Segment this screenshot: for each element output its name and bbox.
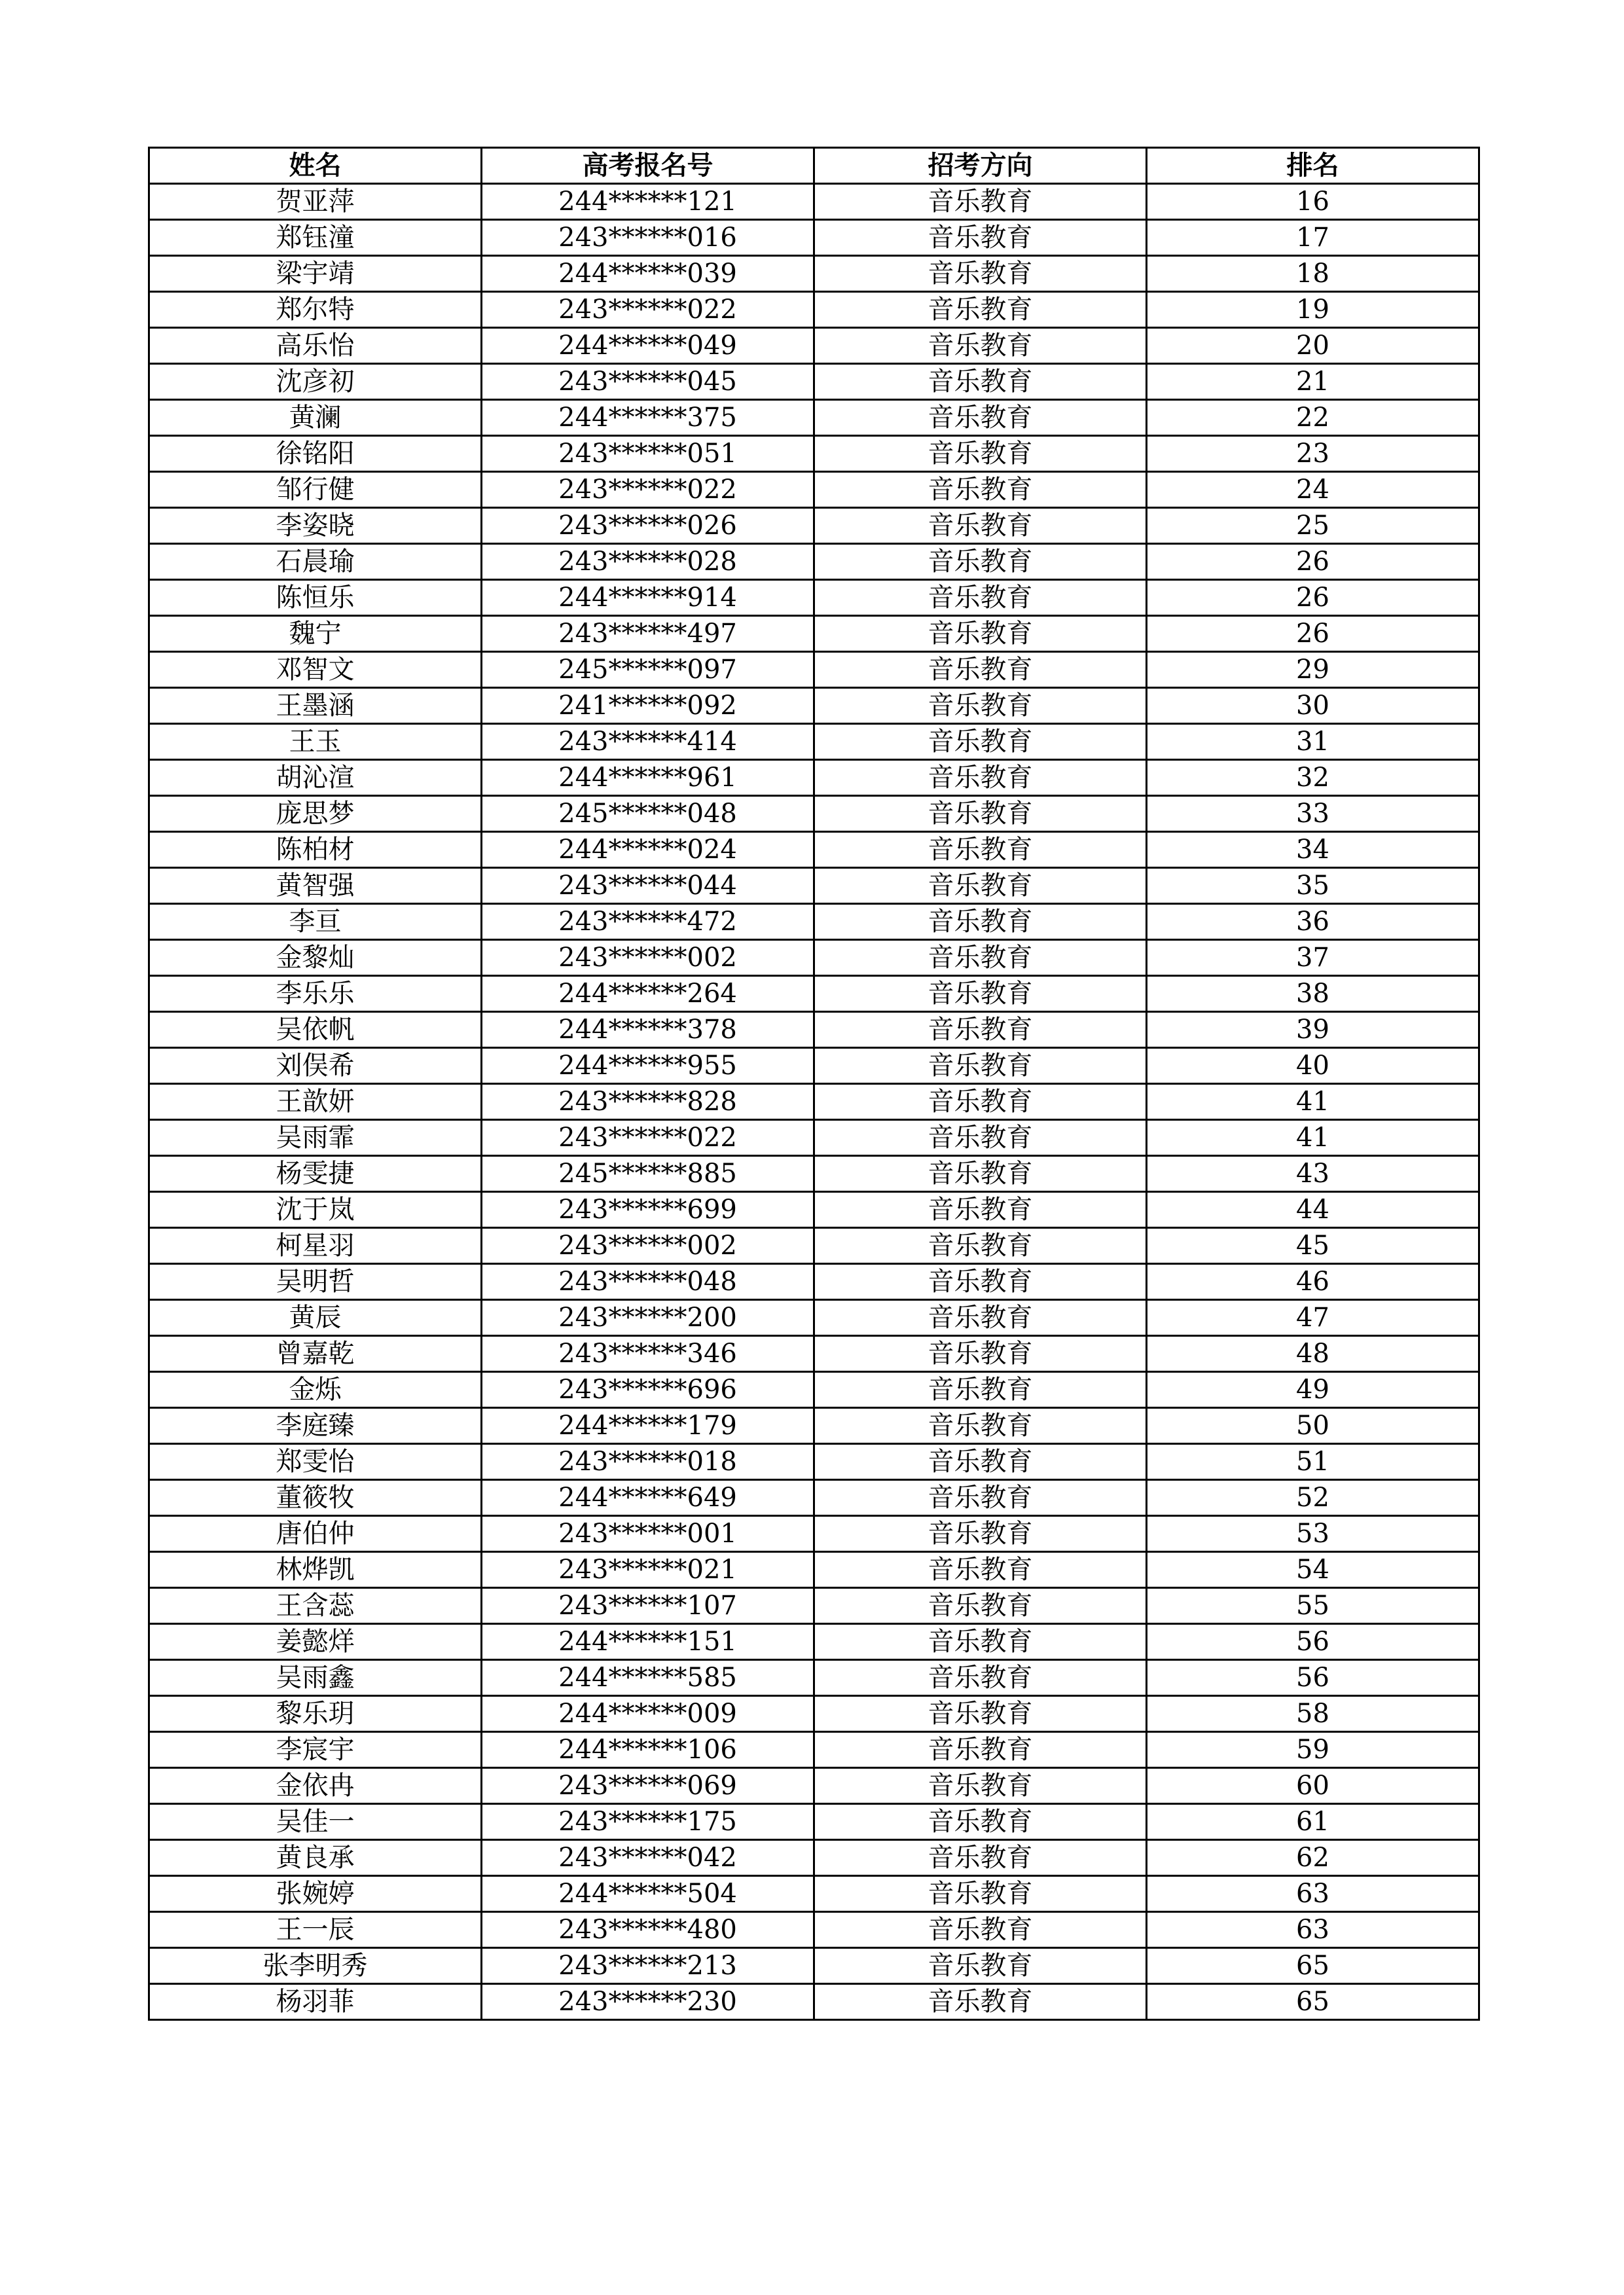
cell-direction: 音乐教育: [814, 400, 1147, 436]
cell-rank: 48: [1147, 1336, 1479, 1372]
cell-name: 黄良承: [149, 1840, 482, 1876]
table-row: [149, 1120, 1479, 1156]
cell-exam-number: 243******001: [482, 1516, 814, 1552]
cell-exam-number: 243******472: [482, 904, 814, 940]
cell-direction: 音乐教育: [814, 1048, 1147, 1084]
table-row: [149, 976, 1479, 1012]
table-row: [149, 400, 1479, 436]
cell-name: 金依冉: [149, 1768, 482, 1804]
cell-rank: 26: [1147, 616, 1479, 652]
cell-name: 沈于岚: [149, 1192, 482, 1228]
ranking-sheet: [148, 147, 1478, 2021]
cell-name: 王歆妍: [149, 1084, 482, 1120]
cell-name: 黎乐玥: [149, 1696, 482, 1732]
cell-direction: 音乐教育: [814, 760, 1147, 796]
table-row: [149, 940, 1479, 976]
cell-rank: 56: [1147, 1624, 1479, 1660]
table-row: [149, 1588, 1479, 1624]
cell-direction: 音乐教育: [814, 868, 1147, 904]
cell-rank: 61: [1147, 1804, 1479, 1840]
cell-exam-number: 244******121: [482, 184, 814, 220]
cell-rank: 55: [1147, 1588, 1479, 1624]
cell-rank: 60: [1147, 1768, 1479, 1804]
cell-exam-number: 244******179: [482, 1408, 814, 1444]
cell-exam-number: 243******699: [482, 1192, 814, 1228]
table-row: [149, 1876, 1479, 1912]
table-row: [149, 256, 1479, 292]
cell-name: 黄澜: [149, 400, 482, 436]
cell-exam-number: 243******480: [482, 1912, 814, 1948]
cell-name: 李宸宇: [149, 1732, 482, 1768]
cell-name: 吴佳一: [149, 1804, 482, 1840]
cell-direction: 音乐教育: [814, 1480, 1147, 1516]
table-row: [149, 184, 1479, 220]
cell-exam-number: 243******828: [482, 1084, 814, 1120]
cell-rank: 16: [1147, 184, 1479, 220]
cell-direction: 音乐教育: [814, 1444, 1147, 1480]
cell-name: 唐伯仲: [149, 1516, 482, 1552]
cell-direction: 音乐教育: [814, 796, 1147, 832]
cell-name: 林烨凯: [149, 1552, 482, 1588]
cell-direction: 音乐教育: [814, 472, 1147, 508]
cell-rank: 45: [1147, 1228, 1479, 1264]
table-row: [149, 796, 1479, 832]
table-row: [149, 1768, 1479, 1804]
cell-direction: 音乐教育: [814, 364, 1147, 400]
cell-direction: 音乐教育: [814, 1516, 1147, 1552]
header-rank: 排名: [1147, 148, 1479, 184]
table-row: [149, 724, 1479, 760]
cell-rank: 53: [1147, 1516, 1479, 1552]
cell-name: 郑雯怡: [149, 1444, 482, 1480]
cell-name: 曾嘉乾: [149, 1336, 482, 1372]
cell-rank: 22: [1147, 400, 1479, 436]
cell-direction: 音乐教育: [814, 1552, 1147, 1588]
cell-name: 李庭臻: [149, 1408, 482, 1444]
cell-rank: 44: [1147, 1192, 1479, 1228]
cell-rank: 41: [1147, 1084, 1479, 1120]
cell-exam-number: 243******045: [482, 364, 814, 400]
table-row: [149, 220, 1479, 256]
table-row: [149, 472, 1479, 508]
table-row: [149, 688, 1479, 724]
table-row: [149, 1624, 1479, 1660]
cell-rank: 20: [1147, 328, 1479, 364]
cell-rank: 65: [1147, 1948, 1479, 1984]
cell-direction: 音乐教育: [814, 1588, 1147, 1624]
cell-direction: 音乐教育: [814, 904, 1147, 940]
cell-name: 王墨涵: [149, 688, 482, 724]
cell-rank: 58: [1147, 1696, 1479, 1732]
table-row: [149, 1192, 1479, 1228]
cell-name: 郑尔特: [149, 292, 482, 328]
cell-exam-number: 244******049: [482, 328, 814, 364]
cell-exam-number: 243******016: [482, 220, 814, 256]
cell-exam-number: 243******026: [482, 508, 814, 544]
cell-rank: 62: [1147, 1840, 1479, 1876]
cell-rank: 35: [1147, 868, 1479, 904]
header-name: 姓名: [149, 148, 482, 184]
cell-exam-number: 244******264: [482, 976, 814, 1012]
table-row: [149, 616, 1479, 652]
table-row: [149, 1444, 1479, 1480]
cell-exam-number: 243******051: [482, 436, 814, 472]
cell-direction: 音乐教育: [814, 1300, 1147, 1336]
cell-rank: 25: [1147, 508, 1479, 544]
cell-direction: 音乐教育: [814, 1372, 1147, 1408]
cell-exam-number: 244******009: [482, 1696, 814, 1732]
table-row: [149, 1408, 1479, 1444]
cell-rank: 30: [1147, 688, 1479, 724]
cell-direction: 音乐教育: [814, 832, 1147, 868]
table-row: [149, 904, 1479, 940]
cell-direction: 音乐教育: [814, 292, 1147, 328]
table-row: [149, 1264, 1479, 1300]
cell-direction: 音乐教育: [814, 940, 1147, 976]
cell-name: 金黎灿: [149, 940, 482, 976]
table-row: [149, 364, 1479, 400]
cell-direction: 音乐教育: [814, 436, 1147, 472]
cell-rank: 31: [1147, 724, 1479, 760]
cell-exam-number: 244******375: [482, 400, 814, 436]
cell-exam-number: 244******955: [482, 1048, 814, 1084]
cell-name: 黄智强: [149, 868, 482, 904]
table-row: [149, 1372, 1479, 1408]
cell-exam-number: 243******028: [482, 544, 814, 580]
cell-direction: 音乐教育: [814, 976, 1147, 1012]
table-row: [149, 580, 1479, 616]
cell-direction: 音乐教育: [814, 1624, 1147, 1660]
cell-exam-number: 243******696: [482, 1372, 814, 1408]
header-direction: 招考方向: [814, 148, 1147, 184]
table-row: [149, 1300, 1479, 1336]
cell-rank: 39: [1147, 1012, 1479, 1048]
cell-rank: 26: [1147, 580, 1479, 616]
header-row: [149, 148, 1479, 184]
cell-rank: 59: [1147, 1732, 1479, 1768]
cell-name: 杨雯捷: [149, 1156, 482, 1192]
cell-name: 徐铭阳: [149, 436, 482, 472]
cell-direction: 音乐教育: [814, 1408, 1147, 1444]
cell-name: 石晨瑜: [149, 544, 482, 580]
cell-exam-number: 244******914: [482, 580, 814, 616]
cell-name: 刘俣希: [149, 1048, 482, 1084]
cell-direction: 音乐教育: [814, 508, 1147, 544]
cell-exam-number: 243******018: [482, 1444, 814, 1480]
header-exam-number: 高考报名号: [482, 148, 814, 184]
cell-name: 黄辰: [149, 1300, 482, 1336]
cell-exam-number: 243******069: [482, 1768, 814, 1804]
cell-rank: 33: [1147, 796, 1479, 832]
cell-rank: 18: [1147, 256, 1479, 292]
cell-direction: 音乐教育: [814, 1804, 1147, 1840]
table-body: [149, 184, 1479, 2020]
cell-exam-number: 244******649: [482, 1480, 814, 1516]
cell-exam-number: 243******021: [482, 1552, 814, 1588]
cell-direction: 音乐教育: [814, 1768, 1147, 1804]
cell-direction: 音乐教育: [814, 1948, 1147, 1984]
cell-direction: 音乐教育: [814, 652, 1147, 688]
cell-exam-number: 243******230: [482, 1984, 814, 2020]
cell-rank: 43: [1147, 1156, 1479, 1192]
cell-direction: 音乐教育: [814, 1264, 1147, 1300]
cell-direction: 音乐教育: [814, 1876, 1147, 1912]
table-row: [149, 1804, 1479, 1840]
cell-name: 陈恒乐: [149, 580, 482, 616]
cell-rank: 40: [1147, 1048, 1479, 1084]
table-row: [149, 544, 1479, 580]
table-row: [149, 1516, 1479, 1552]
cell-rank: 37: [1147, 940, 1479, 976]
cell-direction: 音乐教育: [814, 580, 1147, 616]
cell-rank: 51: [1147, 1444, 1479, 1480]
cell-direction: 音乐教育: [814, 544, 1147, 580]
cell-exam-number: 245******097: [482, 652, 814, 688]
cell-rank: 32: [1147, 760, 1479, 796]
cell-rank: 65: [1147, 1984, 1479, 2020]
cell-direction: 音乐教育: [814, 1912, 1147, 1948]
cell-direction: 音乐教育: [814, 1732, 1147, 1768]
cell-rank: 17: [1147, 220, 1479, 256]
table-row: [149, 1552, 1479, 1588]
cell-name: 吴依帆: [149, 1012, 482, 1048]
cell-rank: 38: [1147, 976, 1479, 1012]
table-row: [149, 832, 1479, 868]
cell-direction: 音乐教育: [814, 1192, 1147, 1228]
cell-name: 魏宁: [149, 616, 482, 652]
cell-exam-number: 243******414: [482, 724, 814, 760]
cell-exam-number: 243******002: [482, 940, 814, 976]
cell-exam-number: 244******024: [482, 832, 814, 868]
cell-direction: 音乐教育: [814, 1120, 1147, 1156]
table-row: [149, 1156, 1479, 1192]
table-row: [149, 508, 1479, 544]
table-row: [149, 328, 1479, 364]
table-row: [149, 1660, 1479, 1696]
table-row: [149, 1012, 1479, 1048]
table-row: [149, 760, 1479, 796]
table-row: [149, 1840, 1479, 1876]
cell-exam-number: 244******106: [482, 1732, 814, 1768]
cell-direction: 音乐教育: [814, 1228, 1147, 1264]
cell-rank: 36: [1147, 904, 1479, 940]
cell-direction: 音乐教育: [814, 724, 1147, 760]
table-row: [149, 1336, 1479, 1372]
cell-direction: 音乐教育: [814, 328, 1147, 364]
cell-rank: 49: [1147, 1372, 1479, 1408]
cell-rank: 24: [1147, 472, 1479, 508]
table-row: [149, 1480, 1479, 1516]
cell-exam-number: 244******378: [482, 1012, 814, 1048]
table-row: [149, 652, 1479, 688]
cell-exam-number: 243******002: [482, 1228, 814, 1264]
table-row: [149, 1048, 1479, 1084]
cell-direction: 音乐教育: [814, 616, 1147, 652]
cell-name: 董筱牧: [149, 1480, 482, 1516]
cell-name: 李乐乐: [149, 976, 482, 1012]
cell-exam-number: 244******151: [482, 1624, 814, 1660]
cell-name: 杨羽菲: [149, 1984, 482, 2020]
cell-exam-number: 243******044: [482, 868, 814, 904]
cell-rank: 34: [1147, 832, 1479, 868]
cell-rank: 41: [1147, 1120, 1479, 1156]
cell-name: 吴雨霏: [149, 1120, 482, 1156]
table-row: [149, 1984, 1479, 2020]
cell-rank: 29: [1147, 652, 1479, 688]
cell-exam-number: 243******213: [482, 1948, 814, 1984]
cell-rank: 19: [1147, 292, 1479, 328]
cell-exam-number: 245******885: [482, 1156, 814, 1192]
cell-exam-number: 243******022: [482, 472, 814, 508]
table-row: [149, 292, 1479, 328]
table-row: [149, 1228, 1479, 1264]
cell-rank: 63: [1147, 1876, 1479, 1912]
cell-name: 吴雨鑫: [149, 1660, 482, 1696]
cell-exam-number: 244******961: [482, 760, 814, 796]
cell-rank: 26: [1147, 544, 1479, 580]
cell-rank: 52: [1147, 1480, 1479, 1516]
table-row: [149, 1948, 1479, 1984]
cell-direction: 音乐教育: [814, 1984, 1147, 2020]
cell-name: 王含蕊: [149, 1588, 482, 1624]
cell-name: 王一辰: [149, 1912, 482, 1948]
cell-direction: 音乐教育: [814, 1156, 1147, 1192]
cell-exam-number: 243******175: [482, 1804, 814, 1840]
cell-rank: 50: [1147, 1408, 1479, 1444]
cell-exam-number: 243******346: [482, 1336, 814, 1372]
cell-exam-number: 244******504: [482, 1876, 814, 1912]
cell-name: 姜懿烊: [149, 1624, 482, 1660]
table-row: [149, 436, 1479, 472]
cell-exam-number: 245******048: [482, 796, 814, 832]
cell-name: 邹行健: [149, 472, 482, 508]
cell-exam-number: 243******200: [482, 1300, 814, 1336]
cell-exam-number: 243******497: [482, 616, 814, 652]
cell-direction: 音乐教育: [814, 1660, 1147, 1696]
cell-name: 梁宇靖: [149, 256, 482, 292]
cell-direction: 音乐教育: [814, 1696, 1147, 1732]
table-row: [149, 1732, 1479, 1768]
cell-name: 金烁: [149, 1372, 482, 1408]
cell-direction: 音乐教育: [814, 256, 1147, 292]
cell-rank: 63: [1147, 1912, 1479, 1948]
table-row: [149, 1084, 1479, 1120]
cell-name: 柯星羽: [149, 1228, 482, 1264]
cell-rank: 21: [1147, 364, 1479, 400]
cell-direction: 音乐教育: [814, 1084, 1147, 1120]
cell-name: 庞思梦: [149, 796, 482, 832]
cell-name: 王玉: [149, 724, 482, 760]
cell-exam-number: 243******048: [482, 1264, 814, 1300]
cell-direction: 音乐教育: [814, 184, 1147, 220]
cell-exam-number: 243******022: [482, 1120, 814, 1156]
table-row: [149, 1696, 1479, 1732]
cell-direction: 音乐教育: [814, 1840, 1147, 1876]
cell-direction: 音乐教育: [814, 1012, 1147, 1048]
cell-direction: 音乐教育: [814, 220, 1147, 256]
cell-name: 贺亚萍: [149, 184, 482, 220]
cell-name: 郑钰潼: [149, 220, 482, 256]
cell-name: 李姿晓: [149, 508, 482, 544]
cell-exam-number: 243******042: [482, 1840, 814, 1876]
cell-exam-number: 244******585: [482, 1660, 814, 1696]
cell-name: 陈柏材: [149, 832, 482, 868]
cell-direction: 音乐教育: [814, 1336, 1147, 1372]
cell-name: 吴明哲: [149, 1264, 482, 1300]
table-row: [149, 1912, 1479, 1948]
cell-name: 高乐怡: [149, 328, 482, 364]
ranking-table: [148, 147, 1480, 2021]
cell-rank: 54: [1147, 1552, 1479, 1588]
cell-rank: 23: [1147, 436, 1479, 472]
cell-name: 胡沁渲: [149, 760, 482, 796]
cell-name: 沈彦初: [149, 364, 482, 400]
cell-name: 张李明秀: [149, 1948, 482, 1984]
cell-name: 李亘: [149, 904, 482, 940]
cell-rank: 47: [1147, 1300, 1479, 1336]
cell-exam-number: 241******092: [482, 688, 814, 724]
cell-exam-number: 243******022: [482, 292, 814, 328]
cell-exam-number: 243******107: [482, 1588, 814, 1624]
cell-name: 张婉婷: [149, 1876, 482, 1912]
table-row: [149, 868, 1479, 904]
cell-name: 邓智文: [149, 652, 482, 688]
cell-rank: 46: [1147, 1264, 1479, 1300]
cell-exam-number: 244******039: [482, 256, 814, 292]
cell-direction: 音乐教育: [814, 688, 1147, 724]
cell-rank: 56: [1147, 1660, 1479, 1696]
